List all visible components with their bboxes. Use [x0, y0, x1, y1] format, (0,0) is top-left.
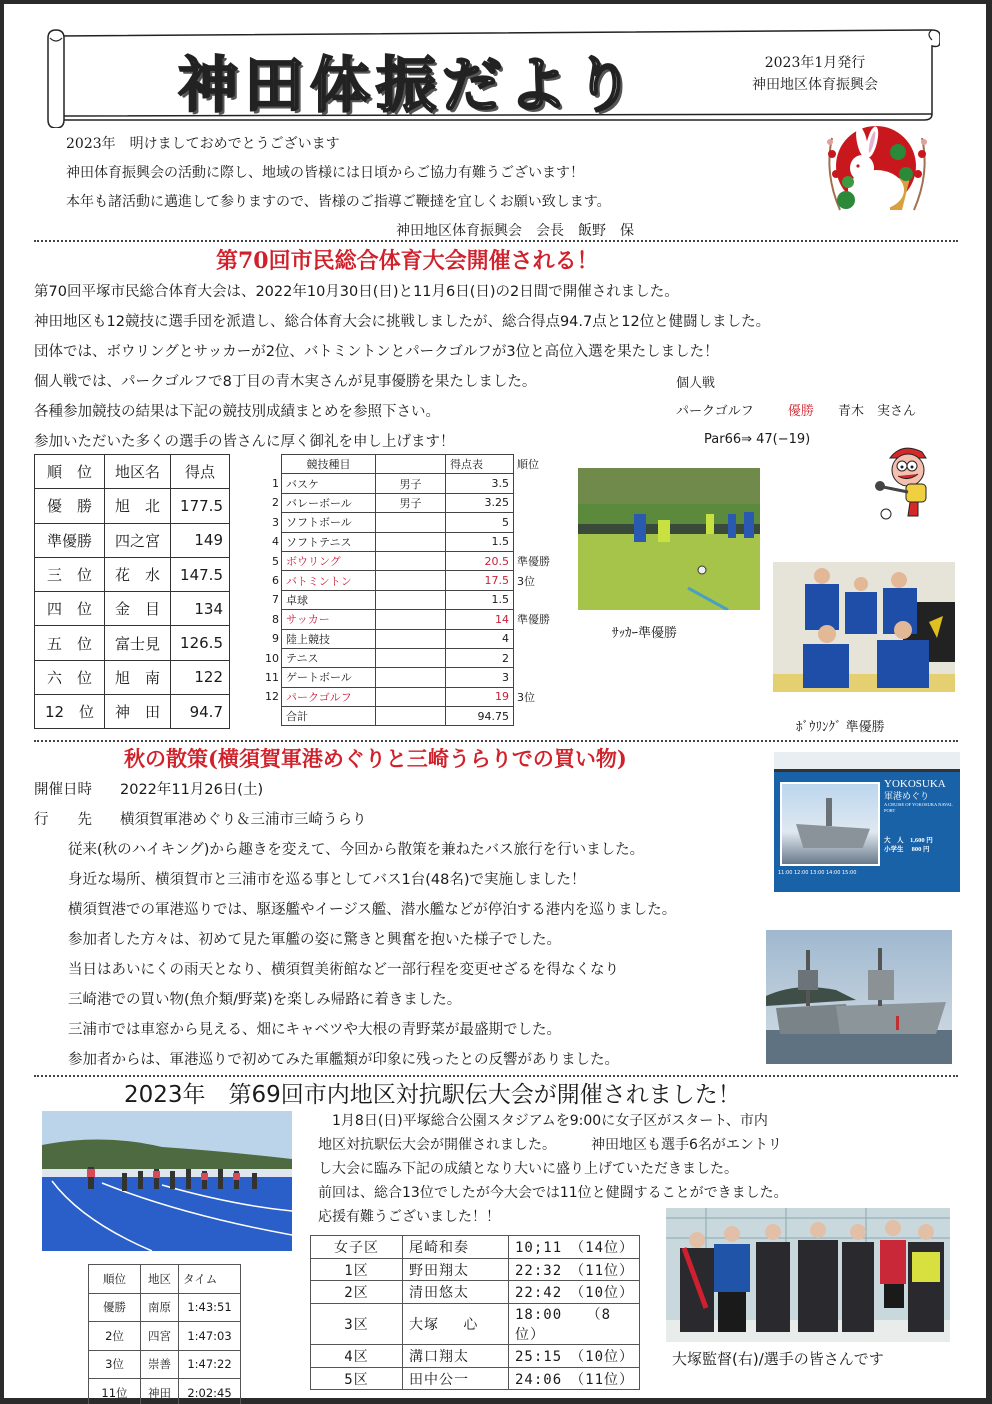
table-row: [89, 1379, 241, 1404]
publisher: 神田地区体育振興会: [752, 77, 878, 93]
total-label-cell: 合計: [282, 707, 376, 726]
score-cell: 94.7: [171, 695, 230, 729]
district-cell: 四宮: [141, 1322, 179, 1351]
score-cell: 2: [446, 648, 514, 667]
rank-cell: 三 位: [35, 557, 105, 591]
event-name-cell: ゲートボール: [282, 668, 376, 687]
time-cell: 22:32 （11位）: [509, 1258, 640, 1281]
header-cell: タイム: [179, 1265, 241, 1294]
time-cell: 24:06 （11位）: [509, 1367, 640, 1390]
table-row: [311, 1367, 640, 1390]
paragraph: 横須賀港での軍港巡りでは、駆逐艦やイージス艦、潜水艦などが停泊する港内を巡りました。: [68, 902, 677, 918]
time-cell: 1:43:51: [179, 1293, 241, 1322]
header-cell: 地区: [141, 1265, 179, 1294]
district-cell: 旭 南: [105, 660, 171, 694]
table-row: [35, 489, 230, 523]
score-cell: 134: [171, 592, 230, 626]
score-cell: 1.5: [446, 590, 514, 609]
paragraph: 前回は、総合13位でしたが今大会では11位と健闘することができました。: [318, 1185, 788, 1201]
district-cell: 金 目: [105, 592, 171, 626]
category-cell: [376, 687, 446, 706]
row-number: 4: [272, 535, 279, 549]
rank-cell: [514, 474, 558, 493]
table-row: [311, 1304, 640, 1345]
individual-result: [676, 370, 916, 454]
row-number: 5: [272, 554, 279, 568]
individual-score: Par66⇒ 47(−19): [704, 432, 811, 447]
table-row: [265, 532, 558, 551]
table-row: [265, 629, 558, 648]
bowling-photo-caption: ﾎﾞｳﾘﾝｸﾞ 準優勝: [796, 720, 885, 735]
header-cell: [376, 455, 446, 474]
header-cell: 順位: [517, 458, 539, 472]
runner-cell: 清田悠太: [403, 1281, 509, 1304]
rank-cell: 3位: [89, 1350, 141, 1379]
date-label: 開催日時: [34, 782, 92, 798]
leg-cell: 4区: [311, 1345, 403, 1368]
rank-cell: 2位: [89, 1322, 141, 1351]
score-cell: 5: [446, 513, 514, 532]
category-cell: 男子: [376, 493, 446, 512]
event-name-cell: ソフトボール: [282, 513, 376, 532]
category-cell: [376, 532, 446, 551]
team-photo-caption: 大塚監督(右)/選手の皆さんです: [672, 1350, 884, 1368]
score-cell: 1.5: [446, 532, 514, 551]
rank-cell: 3位: [517, 574, 535, 588]
greeting-signature: 神田地区体育振興会 会長 飯野 保: [396, 223, 634, 239]
table-row: [265, 571, 558, 590]
rank-cell: 五 位: [35, 626, 105, 660]
sign-tagline: A CRUISE OF YOKOSUKA NAVAL PORT: [884, 802, 953, 813]
paragraph: 参加者からは、軍港巡りで初めてみた軍艦類が印象に残ったとの反響がありました。: [68, 1052, 619, 1068]
sign-child-price: 小学生 800 円: [884, 846, 930, 853]
table-row: [265, 513, 558, 532]
sign-title: YOKOSUKA: [884, 778, 946, 790]
event-name-cell: サッカー: [282, 610, 376, 629]
event-name-cell: テニス: [282, 648, 376, 667]
table-row: [265, 687, 558, 706]
header-cell: 地区名: [105, 455, 171, 489]
table-header-row: [89, 1265, 241, 1294]
table-row: [265, 610, 558, 629]
rank-cell: 準優勝: [517, 555, 550, 569]
destination: 横須賀軍港めぐり＆三浦市三崎うらり: [120, 812, 367, 828]
time-cell: 25:15 （10位）: [509, 1345, 640, 1368]
table-header-row: [35, 455, 230, 489]
runner-cell: 尾崎和奏: [403, 1236, 509, 1259]
soccer-photo-caption: ｻｯｶｰ準優勝: [612, 626, 678, 641]
leg-cell: 5区: [311, 1367, 403, 1390]
runner-cell: 大塚 心: [403, 1304, 509, 1345]
section2-body: [68, 835, 676, 1075]
individual-name: 青木 実さん: [838, 404, 917, 419]
destination-label: 行 先: [34, 812, 92, 828]
total-score-cell: 94.75: [446, 707, 514, 726]
paragraph: 身近な場所、横須賀市と三浦市を巡る事としてバス1台(48名)で実施しました！: [68, 872, 586, 888]
score-cell: 17.5: [446, 571, 514, 590]
row-number: 8: [272, 612, 279, 626]
header-cell: 順位: [89, 1265, 141, 1294]
table-row: [35, 660, 230, 694]
table-row: [265, 648, 558, 667]
time-cell: 1:47:22: [179, 1350, 241, 1379]
score-cell: 147.5: [171, 557, 230, 591]
warships-photo: [766, 930, 952, 1064]
row-number: 10: [265, 651, 279, 665]
event-score-table: [265, 454, 558, 726]
row-number: 6: [272, 574, 279, 588]
paragraph: 団体では、ボウリングとサッカーが2位、バトミントンとパークゴルフが3位と高位入選を果たしました！: [34, 344, 719, 360]
event-name-cell: ボウリング: [282, 551, 376, 570]
table-total-row: [265, 707, 558, 726]
time-cell: 1:47:03: [179, 1322, 241, 1351]
event-name-cell: 卓球: [282, 590, 376, 609]
rank-cell: [514, 668, 558, 687]
score-cell: 3.5: [446, 474, 514, 493]
table-row: [89, 1293, 241, 1322]
paragraph: 各種参加競技の結果は下記の競技別成績まとめを参照下さい。: [34, 404, 440, 420]
section2-heading: 秋の散策(横須賀軍港めぐりと三崎うらりでの買い物): [124, 746, 627, 771]
ekiden-overall-table: [88, 1264, 241, 1404]
paragraph: 従来(秋のハイキング)から趣きを変えて、今回から散策を兼ねたバス旅行を行いました。: [68, 842, 645, 858]
ekiden-team-photo: [666, 1208, 950, 1342]
table-row: [35, 523, 230, 557]
category-cell: 男子: [376, 474, 446, 493]
table-row: [265, 493, 558, 512]
district-cell: 富士見: [105, 626, 171, 660]
issue-date: 2023年1月発行: [764, 55, 866, 71]
category-cell: [376, 551, 446, 570]
paragraph: 個人戦では、パークゴルフで8丁目の青木実さんが見事優勝を果たしました。: [34, 374, 537, 390]
table-row: [311, 1258, 640, 1281]
time-cell: 22:42 （10位）: [509, 1281, 640, 1304]
header-cell: 得点表: [446, 455, 514, 474]
paragraph: 神田地区も12競技に選手団を派遣し、総合体育大会に挑戦しましたが、総合得点94.7点と12位と健闘しました。: [34, 314, 771, 330]
score-cell: 177.5: [171, 489, 230, 523]
rank-cell: 優勝: [89, 1293, 141, 1322]
score-cell: 126.5: [171, 626, 230, 660]
golf-mascot-illustration: [872, 444, 948, 524]
header-cell: 順 位: [35, 455, 105, 489]
event-name-cell: バトミントン: [282, 571, 376, 590]
time-cell: 10;11 （14位）: [509, 1236, 640, 1259]
table-row: [311, 1236, 640, 1259]
leg-cell: 女子区: [311, 1236, 403, 1259]
score-cell: 19: [446, 687, 514, 706]
header-cell: 得点: [171, 455, 230, 489]
table-row: [89, 1350, 241, 1379]
row-number: 2: [272, 496, 279, 510]
sign-subtitle: 軍港めぐり: [884, 791, 930, 801]
runner-cell: 野田翔太: [403, 1258, 509, 1281]
event-date: 2022年11月26日(土): [120, 782, 264, 798]
event-name-cell: 陸上競技: [282, 629, 376, 648]
row-number: 9: [272, 632, 279, 646]
newsletter-title: 神田体振だより: [178, 51, 640, 121]
row-number: 1: [272, 477, 279, 491]
header-cell: 競技種目: [282, 455, 376, 474]
runner-cell: 田中公一: [403, 1367, 509, 1390]
table-row: [311, 1345, 640, 1368]
rank-cell: [514, 532, 558, 551]
rank-cell: [514, 590, 558, 609]
paragraph: し大会に臨み下記の成績となり大いに盛り上げていただきました。: [318, 1161, 738, 1177]
greeting-line: 本年も諸活動に邁進して参りますので、皆様のご指導ご鞭撻を宜しくお願い致します。: [66, 194, 611, 210]
district-cell: 神 田: [105, 695, 171, 729]
paragraph: 三浦市では車窓から見える、畑にキャベツや大根の青野菜が最盛期でした。: [68, 1022, 561, 1038]
paragraph: 地区対抗駅伝大会が開催されました。 神田地区も選手6名がエントリ: [318, 1137, 782, 1153]
table-row: [35, 695, 230, 729]
divider: [34, 240, 958, 242]
individual-result-badge: 優勝: [787, 404, 814, 419]
bowling-team-photo: [773, 562, 955, 692]
row-number: 3: [272, 515, 279, 529]
rank-cell: [514, 513, 558, 532]
score-cell: 4: [446, 629, 514, 648]
paragraph: 参加いただいた多くの選手の皆さんに厚く御礼を申し上げます！: [34, 434, 455, 450]
table-header-row: [265, 455, 558, 474]
event-name-cell: バスケ: [282, 474, 376, 493]
table-row: [35, 557, 230, 591]
paragraph: 参加者した方々は、初めて見た軍艦の姿に驚きと興奮を抱いた様子でした。: [68, 932, 561, 948]
paragraph: 当日はあいにくの雨天となり、横須賀美術館など一部行程を変更せざるを得なくなり: [68, 962, 619, 978]
row-number: 11: [265, 670, 279, 684]
divider: [34, 740, 958, 742]
district-ranking-table: [34, 454, 230, 729]
ekiden-runners-table: [310, 1235, 640, 1390]
category-cell: [376, 648, 446, 667]
district-cell: 神田: [141, 1379, 179, 1404]
leg-cell: 2区: [311, 1281, 403, 1304]
table-row: [265, 551, 558, 570]
row-number: 7: [272, 593, 279, 607]
yokosuka-sign-photo: [774, 752, 960, 892]
district-cell: 花 水: [105, 557, 171, 591]
row-number: [265, 707, 282, 726]
paragraph: 1月8日(日)平塚総合公園スタジアムを9:00に女子区がスタート、市内: [318, 1113, 768, 1129]
table-row: [265, 590, 558, 609]
score-cell: 3: [446, 668, 514, 687]
time-cell: 18:00 （8位）: [509, 1304, 640, 1345]
table-row: [265, 668, 558, 687]
category-cell: [376, 707, 446, 726]
individual-label: 個人戦: [676, 376, 716, 391]
district-cell: 旭 北: [105, 489, 171, 523]
event-name-cell: ソフトテニス: [282, 532, 376, 551]
row-number: 12: [265, 690, 279, 704]
event-name-cell: バレーボール: [282, 493, 376, 512]
category-cell: [376, 668, 446, 687]
rank-cell: [514, 648, 558, 667]
leg-cell: 3区: [311, 1304, 403, 1345]
rank-cell: 優 勝: [35, 489, 105, 523]
category-cell: [376, 629, 446, 648]
greeting-line: 2023年 明けましておめでとうございます: [66, 136, 340, 152]
rank-cell: 準優勝: [517, 613, 550, 627]
greeting-block: [66, 130, 634, 246]
runner-cell: 溝口翔太: [403, 1345, 509, 1368]
table-row: [311, 1281, 640, 1304]
district-cell: 四之宮: [105, 523, 171, 557]
rank-cell: 3位: [517, 690, 535, 704]
district-cell: 崇善: [141, 1350, 179, 1379]
category-cell: [376, 590, 446, 609]
time-cell: 2:02:45: [179, 1379, 241, 1404]
soccer-team-photo: [578, 468, 760, 610]
rank-cell: 11位: [89, 1379, 141, 1404]
greeting-line: 神田体育振興会の活動に際し、地域の皆様には日頃からご協力有難うございます！: [66, 165, 584, 181]
section1-heading: 第70回市民総合体育大会開催される！: [216, 248, 599, 274]
section2-info: [34, 775, 367, 835]
score-cell: 3.25: [446, 493, 514, 512]
rank-cell: [514, 629, 558, 648]
issue-info: [730, 52, 900, 96]
table-row: [35, 592, 230, 626]
rank-cell: 六 位: [35, 660, 105, 694]
table-row: [35, 626, 230, 660]
score-cell: 149: [171, 523, 230, 557]
table-row: [265, 474, 558, 493]
paragraph: 応援有難うございました！！: [318, 1209, 500, 1225]
sign-times: 11:00 12:00 13:00 14:00 15:00: [778, 870, 857, 876]
section1-body: [34, 277, 770, 457]
rank-cell: [514, 707, 558, 726]
category-cell: [376, 513, 446, 532]
rank-cell: [514, 493, 558, 512]
leg-cell: 1区: [311, 1258, 403, 1281]
rank-cell: 四 位: [35, 592, 105, 626]
category-cell: [376, 571, 446, 590]
district-cell: 南原: [141, 1293, 179, 1322]
new-year-rabbit-illustration: [818, 118, 936, 218]
table-row: [89, 1322, 241, 1351]
section3-heading: 2023年 第69回市内地区対抗駅伝大会が開催されました！: [124, 1082, 741, 1108]
score-cell: 14: [446, 610, 514, 629]
score-cell: 122: [171, 660, 230, 694]
paragraph: 第70回平塚市民総合体育大会は、2022年10月30日(日)と11月6日(日)の2日間で開催されました。: [34, 284, 679, 300]
score-cell: 20.5: [446, 551, 514, 570]
paragraph: 三崎港での買い物(魚介類/野菜)を楽しみ帰路に着きました。: [68, 992, 462, 1008]
category-cell: [376, 610, 446, 629]
rank-cell: 12 位: [35, 695, 105, 729]
individual-event: パークゴルフ: [676, 404, 754, 419]
sign-adult-price: 大 人 1,600 円: [884, 837, 933, 844]
rank-cell: 準優勝: [35, 523, 105, 557]
event-name-cell: パークゴルフ: [282, 687, 376, 706]
ekiden-start-photo: [42, 1111, 292, 1251]
